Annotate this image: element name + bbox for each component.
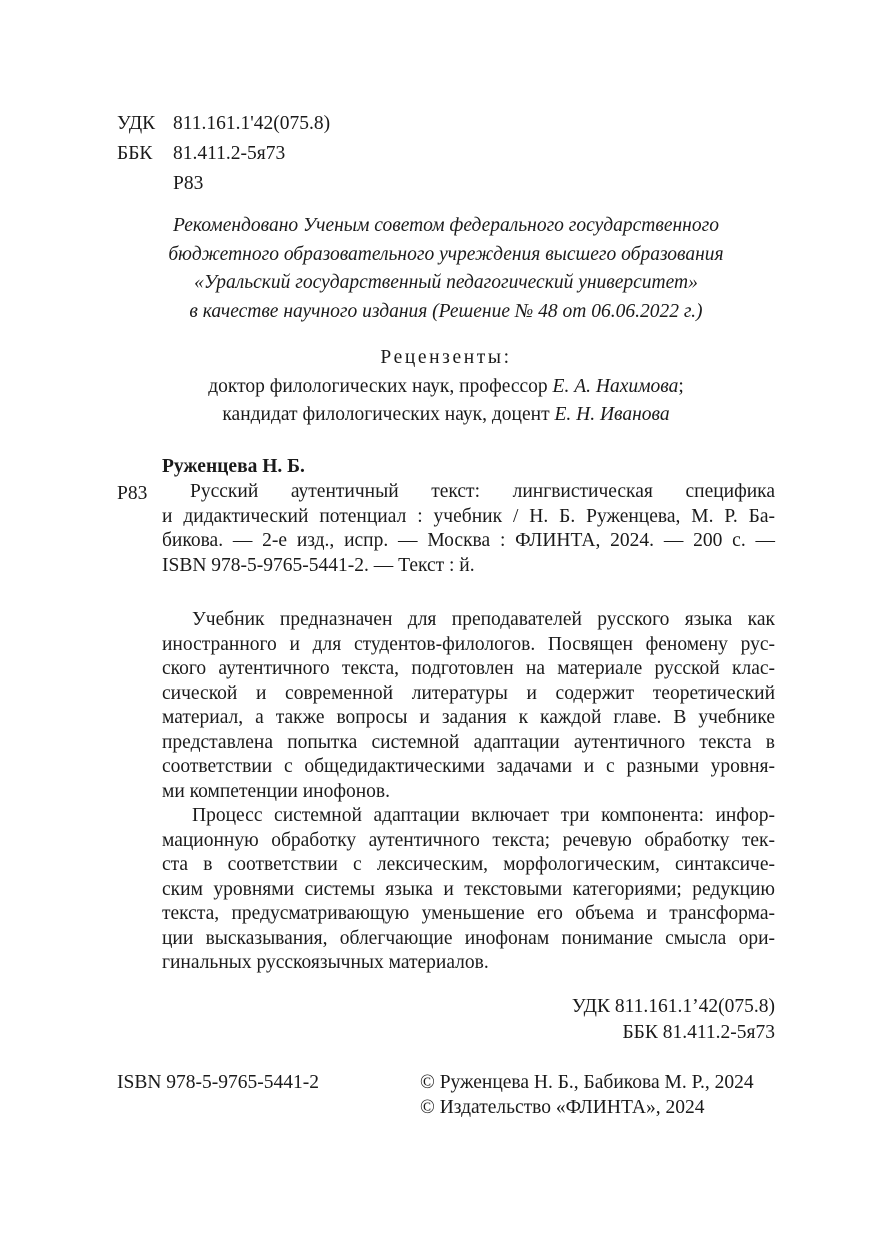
bib-sign: Р83: [117, 483, 148, 504]
author-sign-top: Р83: [173, 173, 204, 194]
annotation-line: мационную обработку аутентичного текста; речевую обработку тек-: [162, 829, 775, 851]
annotation-line: текста, предусматривающую уменьшение его объема и трансформа-: [162, 903, 775, 924]
classification-codes-top: [117, 112, 330, 202]
annotation-line: ми компетенции инофонов.: [162, 780, 391, 802]
bib-line: бикова. — 2-е изд., испр. — Москва : ФЛИНТА, 2024. — 200 с. —: [162, 530, 775, 551]
reviewer-line-1: [117, 375, 775, 404]
bib-line: Русский аутентичный текст: лингвистическая специфика: [190, 481, 775, 502]
bbk-bottom: ББК 81.411.2-5я73: [622, 1022, 775, 1043]
annotation-line: представлена попытка системной адаптации аутентичного текста в: [162, 731, 775, 753]
bib-author: Руженцева Н. Б.: [162, 456, 305, 477]
udk-value: 811.161.1'42(075.8): [173, 113, 331, 134]
copyright-authors: © Руженцева Н. Б., Бабикова М. Р., 2024: [420, 1072, 754, 1093]
isbn: ISBN 978-5-9765-5441-2: [117, 1072, 320, 1093]
annotation-line: ским уровнями системы языка и текстовыми категориями; редукцию: [162, 878, 775, 900]
udk-bottom: УДК 811.161.1’42(075.8): [571, 996, 775, 1017]
reviewers-block: [117, 346, 775, 432]
annotation-line: гинальных русскоязычных материалов.: [162, 952, 489, 973]
annotation-line: ции высказывания, облегчающие инофонам понимание смысла ори-: [162, 927, 775, 949]
bib-line: и дидактический потенциал : учебник / Н. Б. Руженцева, М. Р. Ба-: [162, 505, 775, 527]
annotation-line: ского аутентичного текста, подготовлен на материале русской клас-: [162, 658, 775, 679]
bib-description: [162, 480, 775, 578]
annotation-line: сической и современной литературы и содержит теоретический: [162, 682, 775, 704]
reviewer-2-title: кандидат филологических наук, доцент: [222, 404, 555, 425]
recommendation-line: «Уральский государственный педагогический университет»: [194, 272, 698, 293]
annotation-line: Процесс системной адаптации включает три компонента: инфор-: [192, 805, 775, 826]
annotation: [162, 608, 775, 976]
udk-label: УДК: [117, 113, 156, 134]
recommendation-block: [117, 214, 775, 328]
bib-line: ISBN 978-5-9765-5441-2. — Текст : й.: [162, 554, 475, 576]
recommendation-line: бюджетного образовательного учреждения высшего образования: [168, 243, 724, 265]
annotation-line: материал, а также вопросы и задания к каждой главе. В учебнике: [162, 707, 775, 728]
bbk-label: ББК: [117, 143, 153, 164]
classification-codes-bottom: [572, 995, 775, 1047]
reviewer-1-name: Е. А. Нахимова: [552, 375, 679, 397]
bbk-value: 81.411.2-5я73: [173, 143, 286, 164]
copyright-block: [420, 1071, 754, 1121]
reviewer-1-title: доктор филологических наук, профессор: [208, 375, 553, 397]
reviewer-line-2: [117, 403, 775, 432]
annotation-line: ста в соответствии с лексическим, морфологическим, синтаксиче-: [162, 854, 775, 875]
recommendation-line: в качестве научного издания (Решение № 48 от 06.06.2022 г.): [189, 300, 703, 322]
recommendation-line: Рекомендовано Ученым советом федерального государственного: [173, 215, 719, 236]
annotation-line: соответствии с общедидактическими задачами и с разными уровня-: [162, 756, 775, 777]
reviewer-2-name: Е. Н. Иванова: [554, 404, 670, 425]
annotation-line: Учебник предназначен для преподавателей русского языка как: [192, 609, 775, 630]
annotation-line: иностранного и для студентов-филологов. Посвящен феномену рус-: [162, 633, 775, 655]
copyright-publisher: © Издательство «ФЛИНТА», 2024: [420, 1097, 705, 1118]
reviewers-heading: Рецензенты:: [380, 347, 512, 368]
reviewer-1-suffix: ;: [678, 375, 684, 397]
